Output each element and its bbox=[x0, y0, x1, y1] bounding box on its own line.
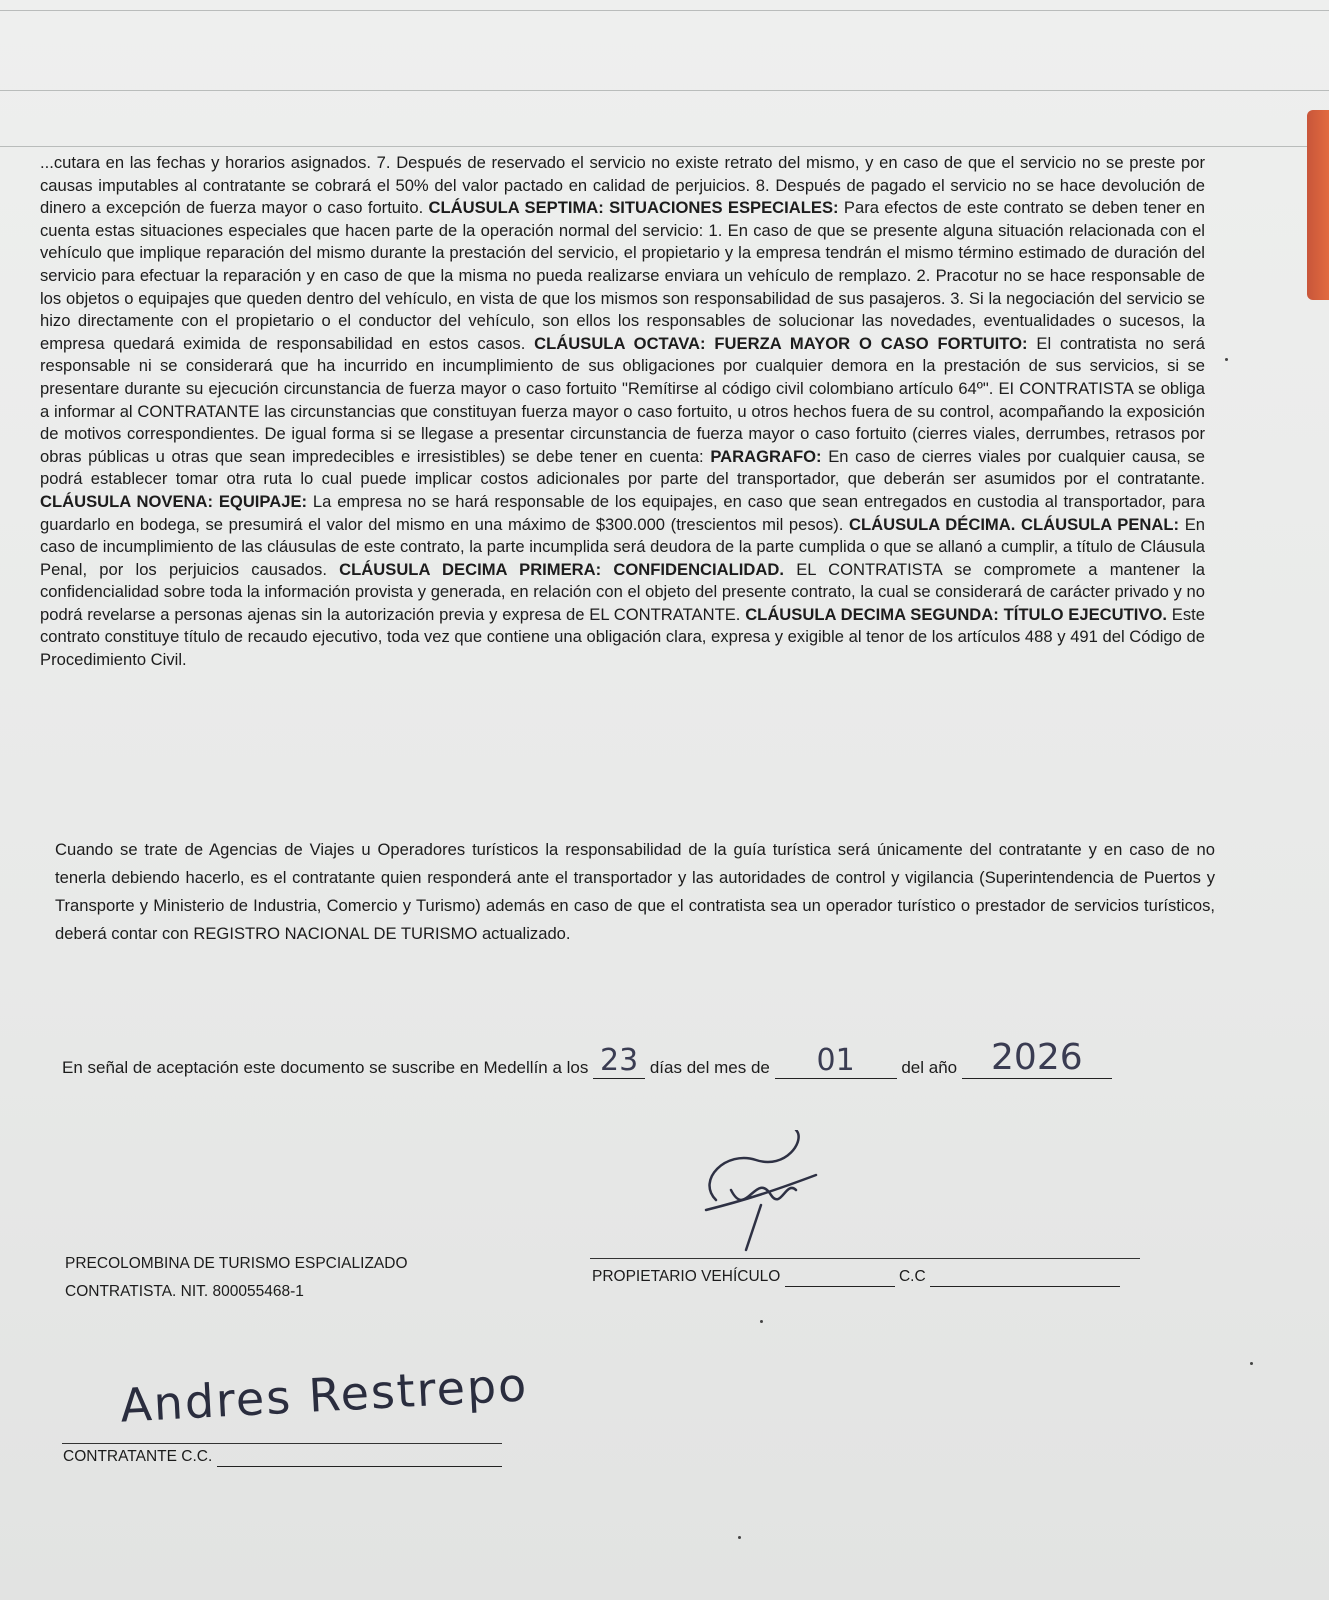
agencies-paragraph: Cuando se trate de Agencias de Viajes u Operadores turísticos la responsabilidad de la guía turística será únicamente del contratante y en caso de no tenerla debiendo hacerlo, es el contratante quien responderá ante el transportador y las autoridades de control y vigilancia (Superintendencia de Puertos y Transporte y Ministerio de Industria, Comercio y Turismo) además en caso de que el contratista sea un operador turístico o prestador de servicios turísticos, deberá contar con REGISTRO NACIONAL DE TURISMO actualizado. bbox=[55, 840, 1215, 943]
contratante-cc-field bbox=[217, 1448, 502, 1467]
owner-cc-field bbox=[930, 1268, 1120, 1287]
year-field bbox=[962, 1037, 1112, 1079]
clause-octava-text: El contratista no será responsable ni se considerará que ha incurrido en incumplimiento de sus obligaciones por cualquier demora en la prestación de sus servicios, si se presentare durante su ejecución circunstancia de fuerza mayor o caso fortuito "Remítirse al código civil colombiano artículo 64º". EI CONTRATISTA se obliga a informar al CONTRATANTE las circunstancias que constituyan fuerza mayor o caso fortuito, u otros hechos fuera de su control, acompañando la exposición de motivos correspondientes. De igual forma si se llegase a presentar circunstancia de fuerza mayor o caso fortuito (cierres viales, derrumbes, retrasos por obras públicas u otras que sean impredecibles e irresistibles) se debe tener en cuenta: bbox=[40, 333, 1205, 466]
days-handwritten: 23 bbox=[600, 1043, 639, 1078]
contractor-block bbox=[65, 1250, 408, 1306]
clause-novena-text: La empresa no se hará responsable de los equipajes, en caso que sean entregados en custodia al transportador, para guardarlo en bodega, se presumirá el valor del mismo en una máximo de $300.000 (trescientos mil pesos). bbox=[40, 491, 1206, 534]
paper-speck bbox=[1250, 1362, 1253, 1365]
month-handwritten: 01 bbox=[816, 1043, 855, 1078]
contratante-signature-line bbox=[62, 1443, 502, 1444]
clause-septima-text: Para efectos de este contrato se deben tener en cuenta estas situaciones especiales que hacen parte de la operación normal del servicio: 1. En caso de que se presente alguna situación relacionada con el vehículo que implique reparación del mismo durante la prestación del servicio, el propietario y la empresa tendrán el mismo término estimado de duración del servicio para efectuar la reparación y en caso de que la misma no pueda realizarse enviara un vehículo de remplazo. 2. Pracotur no se hace responsable de los objetos o equipajes que queden dentro del vehículo, en vista de que los mismos son responsabilidad de sus pasajeros. 3. Si la negociación del servicio se hizo directamente con el propietario o el conductor del vehículo, son ellos los responsables de solucionar las novedades, eventualidades o sucesos, la empresa quedará eximida de responsabilidad en estos casos. bbox=[40, 198, 1205, 353]
clause-decima-segunda-text: Este contrato constituye título de recaudo ejecutivo, toda vez que contiene una obligación clara, expresa y exigible al tenor de los artículos 488 y 491 del Código de Procedimiento Civil. bbox=[40, 604, 1205, 670]
acceptance-prefix: En señal de aceptación este documento se suscribe en Medellín a los bbox=[62, 1058, 594, 1077]
clauses-paragraph bbox=[40, 152, 1205, 672]
clause-decima-primera-text: EL CONTRATISTA se compromete a mantener la confidencialidad sobre toda la información provista y generada, en relación con el objeto del presente contrato, la cual se considerará de carácter privado y no podrá revelarse a personas ajenas sin la autorización previa y expresa de EL CONTRATANTE. bbox=[40, 559, 1205, 624]
year-label: del año bbox=[901, 1058, 962, 1077]
paper-fold-line bbox=[0, 146, 1329, 147]
days-field bbox=[593, 1043, 645, 1079]
paper-fold-line bbox=[0, 90, 1329, 91]
paragrafo-text: En caso de cierres viales por cualquier causa, se podrá establecer tomar otra ruta lo cual puede implicar costos adicionales por parte del transportador, que deberán ser asumidos por el contratante. bbox=[40, 446, 1206, 489]
paper-fold-line bbox=[0, 10, 1329, 11]
paragrafo-heading: PARAGRAFO: bbox=[710, 446, 829, 466]
contratante-block bbox=[63, 1448, 502, 1467]
month-field bbox=[775, 1043, 897, 1079]
owner-block bbox=[592, 1268, 1120, 1287]
paper-speck bbox=[760, 1320, 763, 1323]
contratante-handwritten-name: Andres Restrepo bbox=[118, 1357, 530, 1433]
clause-decima-heading: CLÁUSULA DÉCIMA. CLÁUSULA PENAL: bbox=[849, 514, 1185, 534]
company-name: PRECOLOMBINA DE TURISMO ESPCIALIZADO bbox=[65, 1255, 408, 1272]
contratante-label: CONTRATANTE C.C. bbox=[63, 1448, 217, 1465]
company-nit: CONTRATISTA. NIT. 800055468-1 bbox=[65, 1283, 304, 1300]
clause-octava-heading: CLÁUSULA OCTAVA: FUERZA MAYOR O CASO FORTUITO: bbox=[534, 333, 1037, 353]
owner-name-field bbox=[785, 1268, 895, 1287]
paper-speck bbox=[1225, 358, 1228, 361]
owner-signature-line bbox=[590, 1258, 1140, 1259]
clause-decima-segunda-heading: CLÁUSULA DECIMA SEGUNDA: TÍTULO EJECUTIVO. bbox=[745, 604, 1172, 624]
year-handwritten: 2026 bbox=[991, 1037, 1083, 1078]
clause-7-8-text: ...cutara en las fechas y horarios asignados. 7. Después de reservado el servicio no existe retrato del mismo, y en caso de que el servicio no se preste por causas imputables al contratante se cobrará el 50% del valor pactado en calidad de perjuicios. 8. Después de pagado el servicio no se hace devolución de dinero a excepción de fuerza mayor o caso fortuito. bbox=[40, 153, 1205, 218]
clause-decima-text: En caso de incumplimiento de las cláusulas de este contrato, la parte incumplida será deudora de la parte cumplida o que se allanó a cumplir, a título de Cláusula Penal, por los perjuicios causados. bbox=[40, 514, 1205, 579]
owner-signature bbox=[686, 1130, 836, 1260]
acceptance-middle: días del mes de bbox=[649, 1058, 775, 1077]
owner-cc-label: C.C bbox=[898, 1268, 930, 1285]
clause-septima-heading: CLÁUSULA SEPTIMA: SITUACIONES ESPECIALES: bbox=[428, 198, 844, 218]
contract-clauses bbox=[40, 152, 1205, 672]
clause-novena-heading: CLÁUSULA NOVENA: EQUIPAJE: bbox=[40, 491, 313, 511]
owner-label: PROPIETARIO VEHÍCULO bbox=[592, 1268, 785, 1285]
clause-decima-primera-heading: CLÁUSULA DECIMA PRIMERA: CONFIDENCIALIDAD. bbox=[339, 559, 797, 579]
acceptance-line bbox=[62, 1037, 1112, 1079]
paper-speck bbox=[738, 1536, 741, 1539]
orange-binder-tab bbox=[1307, 110, 1329, 300]
